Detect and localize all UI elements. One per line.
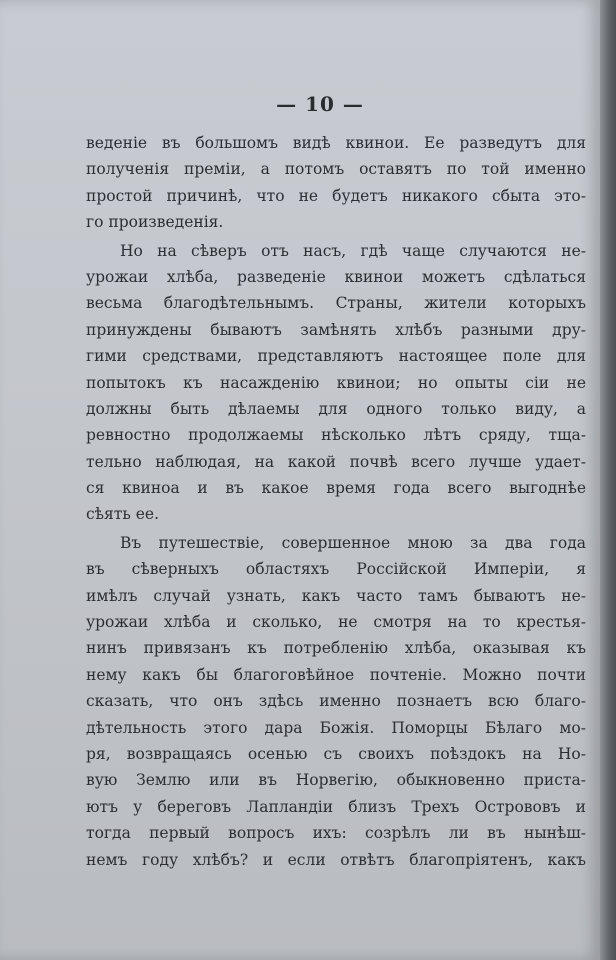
text-line: должны быть дѣлаемы для одного только виду, а xyxy=(86,399,586,418)
paragraph-3 xyxy=(86,530,586,873)
text-line: ся квиноа и въ какое время года всего выгоднѣе xyxy=(86,479,586,498)
text-line: го произведенія. xyxy=(86,213,224,232)
body-text xyxy=(86,130,586,873)
text-line: тельно наблюдая, на какой почвѣ всего лучше удает- xyxy=(86,452,586,471)
text-line: имѣлъ случай узнать, какъ часто тамъ бываютъ не- xyxy=(86,586,586,605)
text-line: полученія преміи, а потомъ оставятъ по той именно xyxy=(86,160,586,179)
page-edge xyxy=(600,0,616,960)
text-line: въ сѣверныхъ областяхъ Россійской Имперіи, я xyxy=(86,560,586,579)
text-line: урожаи хлѣба и сколько, не смотря на то крестья- xyxy=(86,613,586,632)
text-line: нему какъ бы благоговѣйное почтеніе. Можно почти xyxy=(86,665,586,684)
text-line: веденіе въ большомъ видѣ квинои. Ее разведутъ для xyxy=(86,134,586,152)
text-line: немъ году хлѣбъ? и если отвѣтъ благопріятенъ, какъ xyxy=(86,850,586,869)
text-line: нинъ привязанъ къ потребленію хлѣба, оказывая къ xyxy=(86,639,586,658)
text-line: урожаи хлѣба, разведеніе квинои можетъ сдѣлаться xyxy=(86,267,586,286)
paragraph-1 xyxy=(86,130,586,236)
text-line: тогда первый вопросъ ихъ: созрѣлъ ли въ нынѣш- xyxy=(86,824,586,843)
text-line: принуждены бываютъ замѣнять хлѣбъ разными дру- xyxy=(86,320,586,339)
text-line: ревностно продолжаемы нѣсколько лѣтъ сряду, тща- xyxy=(86,426,586,445)
text-line: Въ путешествіе, совершенное мною за два года xyxy=(120,533,586,552)
text-line: дѣтельность этого дара Божія. Поморцы Бѣлаго мо- xyxy=(86,718,586,737)
text-line: сѣять ее. xyxy=(86,505,160,524)
text-line: ря, возвращаясь осенью съ своихъ поѣздокъ на Но- xyxy=(86,744,586,763)
text-line: попытокъ къ насажденію квинои; но опыты сіи не xyxy=(86,373,586,392)
text-line: вую Землю или въ Норвегію, обыкновенно приста- xyxy=(86,771,586,790)
text-line: гими средствами, представляютъ настоящее поле для xyxy=(86,347,586,366)
text-line: ютъ у береговъ Лапландіи близъ Трехъ Острововъ и xyxy=(86,797,586,816)
text-line: Но на сѣверъ отъ насъ, гдѣ чаще случаются не- xyxy=(120,241,586,260)
text-line: весьма благодѣтельнымъ. Страны, жители которыхъ xyxy=(86,294,586,313)
text-line: простой причинѣ, что не будетъ никакого сбыта это- xyxy=(86,186,586,205)
page-number: — 10 — xyxy=(276,92,364,116)
paragraph-2 xyxy=(86,238,586,528)
text-line: сказать, что онъ здѣсь именно познаетъ всю благо- xyxy=(86,692,586,711)
